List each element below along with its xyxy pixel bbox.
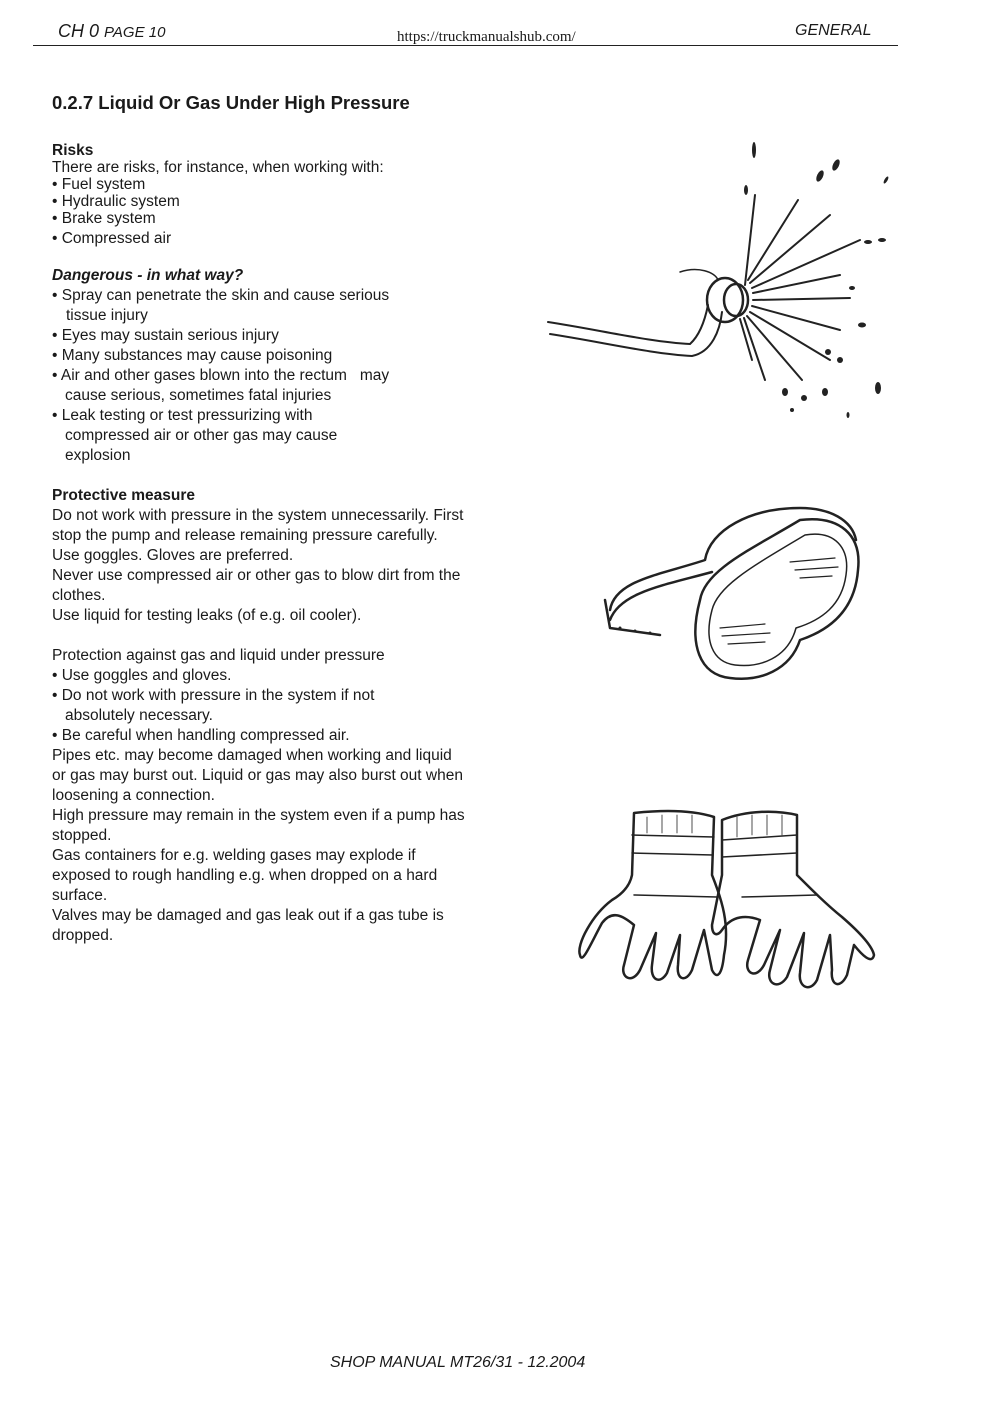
protection-line: • Use goggles and gloves. bbox=[52, 667, 232, 684]
risk-item: • Fuel system bbox=[52, 176, 146, 193]
header-url: https://truckmanualshub.com/ bbox=[397, 29, 576, 45]
protection-line: stopped. bbox=[52, 827, 112, 844]
protection-line: exposed to rough handling e.g. when dropped on a hard bbox=[52, 867, 438, 884]
danger-line: cause serious, sometimes fatal injuries bbox=[65, 387, 332, 404]
protection-line: Protection against gas and liquid under pressure bbox=[52, 647, 385, 664]
protection-line: surface. bbox=[52, 887, 108, 904]
goggles-illustration bbox=[600, 500, 870, 690]
protective-line: Use goggles. Gloves are preferred. bbox=[52, 547, 294, 564]
protective-line: Never use compressed air or other gas to blow dirt from the bbox=[52, 567, 461, 584]
protection-line: Pipes etc. may become damaged when working and liquid bbox=[52, 747, 452, 764]
danger-heading: Dangerous - in what way? bbox=[52, 267, 244, 284]
chapter-label: CH 0 bbox=[58, 21, 100, 41]
danger-line: • Many substances may cause poisoning bbox=[52, 347, 333, 364]
footer-manual-label: SHOP MANUAL MT26/31 - 12.2004 bbox=[330, 1354, 586, 1371]
header-section: GENERAL bbox=[795, 22, 872, 39]
gloves-illustration bbox=[572, 805, 882, 1005]
danger-line: • Eyes may sustain serious injury bbox=[52, 327, 279, 344]
protective-block bbox=[52, 486, 507, 626]
danger-block bbox=[52, 266, 507, 466]
protection-line: Gas containers for e.g. welding gases may explode if bbox=[52, 847, 416, 864]
protection-line: Valves may be damaged and gas leak out if a gas tube is bbox=[52, 907, 444, 924]
protection-block bbox=[52, 646, 507, 946]
protective-line: Do not work with pressure in the system unnecessarily. First bbox=[52, 507, 464, 524]
pressure-spray-illustration bbox=[540, 130, 900, 430]
protective-line: stop the pump and release remaining pressure carefully. bbox=[52, 527, 438, 544]
page-number: PAGE 10 bbox=[104, 24, 166, 41]
risks-intro: There are risks, for instance, when working with: bbox=[52, 159, 384, 176]
protection-line: High pressure may remain in the system even if a pump has bbox=[52, 807, 465, 824]
protection-line: • Be careful when handling compressed air. bbox=[52, 727, 350, 744]
protective-heading: Protective measure bbox=[52, 487, 196, 504]
risks-block bbox=[52, 142, 507, 247]
risks-heading: Risks bbox=[52, 142, 94, 159]
chapter-page-label bbox=[58, 21, 165, 42]
protection-line: or gas may burst out. Liquid or gas may also burst out when bbox=[52, 767, 463, 784]
protection-line: absolutely necessary. bbox=[65, 707, 213, 724]
danger-line: explosion bbox=[65, 447, 131, 464]
protection-line: dropped. bbox=[52, 927, 114, 944]
danger-line: compressed air or other gas may cause bbox=[65, 427, 338, 444]
protective-line: clothes. bbox=[52, 587, 106, 604]
risk-item: • Brake system bbox=[52, 210, 156, 227]
protective-line: Use liquid for testing leaks (of e.g. oil cooler). bbox=[52, 607, 362, 624]
section-title: 0.2.7 Liquid Or Gas Under High Pressure bbox=[52, 92, 410, 113]
danger-line: • Leak testing or test pressurizing with bbox=[52, 407, 313, 424]
danger-line: • Spray can penetrate the skin and cause serious bbox=[52, 287, 390, 304]
risk-item: • Hydraulic system bbox=[52, 193, 180, 210]
danger-line: tissue injury bbox=[66, 307, 148, 324]
risk-item: • Compressed air bbox=[52, 230, 172, 247]
protection-line: • Do not work with pressure in the system if not bbox=[52, 687, 375, 704]
header-divider bbox=[33, 45, 898, 46]
danger-line: • Air and other gases blown into the rectum may bbox=[52, 367, 390, 384]
protection-line: loosening a connection. bbox=[52, 787, 215, 804]
